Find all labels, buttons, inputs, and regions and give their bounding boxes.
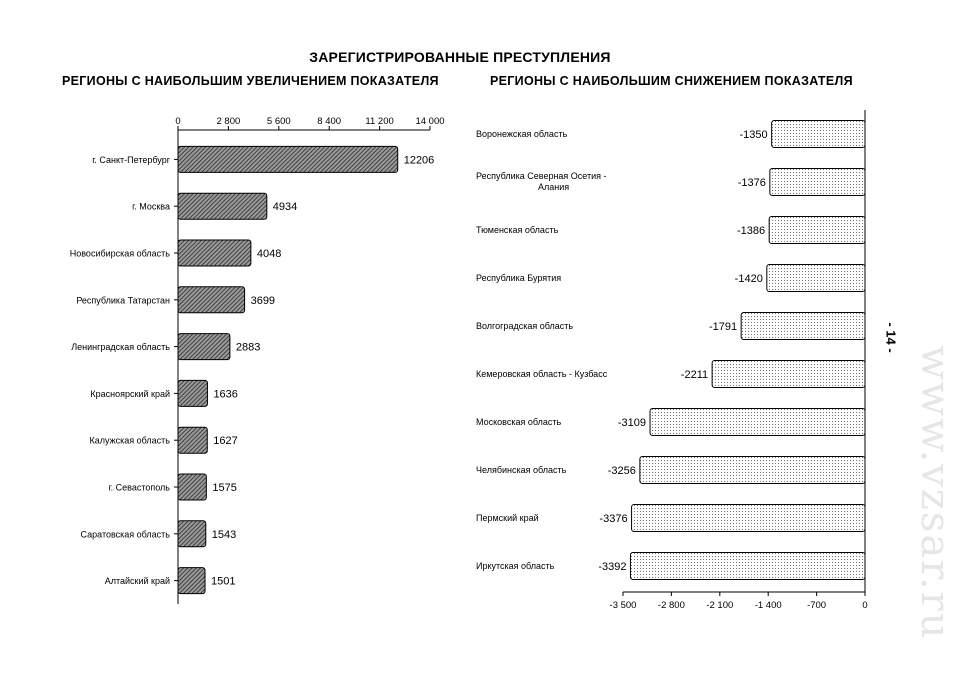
x-tick-label: -2 800 xyxy=(657,600,685,611)
category-label: Челябинская область xyxy=(476,465,567,475)
data-label: 1501 xyxy=(211,575,236,588)
data-label: 4934 xyxy=(272,201,298,214)
x-tick-label: 8 400 xyxy=(317,116,342,127)
x-tick-label: -700 xyxy=(807,600,827,611)
watermark-text: www.vzsar.ru xyxy=(912,345,958,641)
bar xyxy=(178,193,267,219)
left-chart-title: РЕГИОНЫ С НАИБОЛЬШИМ УВЕЛИЧЕНИЕМ ПОКАЗАТЕЛЯ xyxy=(62,74,439,88)
data-label: 2883 xyxy=(235,341,261,354)
x-tick-label: 0 xyxy=(862,600,868,611)
category-label: Иркутская область xyxy=(476,561,555,571)
bar xyxy=(640,457,865,484)
x-tick-label: 14 000 xyxy=(415,116,445,127)
bar xyxy=(178,380,207,406)
bar xyxy=(178,427,207,453)
category-label: Тюменская область xyxy=(476,225,559,235)
bar xyxy=(178,240,251,266)
category-label: Пермский край xyxy=(476,513,539,523)
data-label: -1791 xyxy=(709,321,738,333)
category-label: Кемеровская область - Кузбасс xyxy=(476,369,608,379)
category-label: г. Москва xyxy=(132,201,170,212)
decrease-chart xyxy=(476,110,868,611)
category-label: Алтайский край xyxy=(104,576,170,587)
bar xyxy=(767,265,865,292)
x-tick-label: -3 500 xyxy=(609,600,637,611)
bar xyxy=(178,474,206,500)
bar xyxy=(741,313,865,340)
category-label: Ленинградская область xyxy=(71,342,170,353)
data-label: 1627 xyxy=(213,435,238,448)
right-chart-title: РЕГИОНЫ С НАИБОЛЬШИМ СНИЖЕНИЕМ ПОКАЗАТЕЛЯ xyxy=(490,74,853,88)
category-label: г. Санкт-Петербург xyxy=(92,154,170,165)
bar xyxy=(772,121,865,148)
bar xyxy=(632,505,865,532)
category-label: Республика Татарстан xyxy=(76,295,170,306)
bar xyxy=(769,217,865,244)
data-label: 12206 xyxy=(403,154,435,167)
category-label: Республика Северная Осетия -Алания xyxy=(476,171,607,192)
bar xyxy=(712,361,865,388)
data-label: -3392 xyxy=(598,561,627,573)
x-tick-label: -2 100 xyxy=(706,600,734,611)
increase-chart xyxy=(70,116,445,604)
data-label: -2211 xyxy=(680,369,709,381)
category-label: Новосибирская область xyxy=(69,248,170,259)
x-tick-label: 11 200 xyxy=(365,116,394,127)
x-tick-label: 5 600 xyxy=(266,116,291,127)
x-tick-label: 0 xyxy=(175,116,181,127)
bar xyxy=(630,553,865,580)
data-label: -1376 xyxy=(737,177,766,189)
data-label: 4048 xyxy=(256,248,282,260)
category-label: Волгоградская область xyxy=(476,321,574,331)
category-label: Саратовская область xyxy=(80,529,170,540)
x-tick-label: 2 800 xyxy=(216,116,241,127)
category-label: Красноярский край xyxy=(90,388,170,399)
bar xyxy=(178,568,205,594)
category-label: Воронежская область xyxy=(476,129,568,139)
data-label: -1350 xyxy=(739,129,768,141)
data-label: 1543 xyxy=(211,528,237,541)
bar xyxy=(178,287,245,313)
data-label: -3109 xyxy=(617,417,647,429)
bar xyxy=(650,409,865,436)
data-label: -1420 xyxy=(734,273,763,285)
data-label: 3699 xyxy=(250,294,276,307)
data-label: -3256 xyxy=(607,465,636,477)
page-number: - 14 - xyxy=(883,322,899,353)
page-title: ЗАРЕГИСТРИРОВАННЫЕ ПРЕСТУПЛЕНИЯ xyxy=(309,49,611,65)
data-label: -3376 xyxy=(599,513,628,525)
bar xyxy=(178,334,230,360)
data-label: 1575 xyxy=(212,482,237,494)
data-label: 1636 xyxy=(213,388,238,401)
data-label: -1386 xyxy=(737,225,766,237)
category-label: Калужская область xyxy=(89,435,170,446)
x-tick-label: -1 400 xyxy=(754,600,782,611)
bar xyxy=(770,169,865,196)
category-label: Московская область xyxy=(476,417,562,427)
category-label: Республика Бурятия xyxy=(476,273,562,283)
bar xyxy=(178,521,206,547)
category-label: г. Севастополь xyxy=(108,482,170,493)
bar xyxy=(178,146,398,172)
